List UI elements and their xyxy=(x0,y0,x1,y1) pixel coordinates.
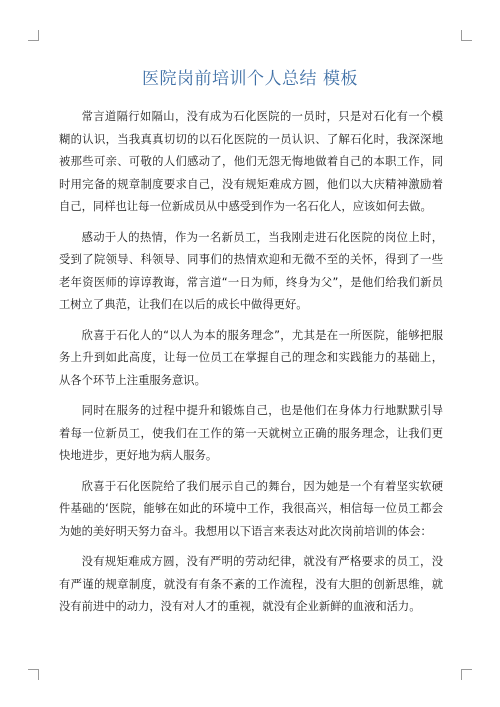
paragraph: 欣喜于石化人的“以人为本的服务理念”，尤其是在一所医院，能够把服务上升到如此高度，让每一位员工在掌握自己的理念和实践能力的基础上，从各个环节上注重服务意识。 xyxy=(59,328,443,387)
document-title: 医院岗前培训个人总结 模板 xyxy=(142,69,358,89)
paragraph: 感动于人的热情，作为一名新员工，当我刚走进石化医院的岗位上时，受到了院领导、科领导、同事们的热情欢迎和无微不至的关怀，得到了一些老年资医师的谆谆教诲，常言道“一日为师，终身为父”，是他们给我们新员工树立了典范，让我们在以后的成长中做得更好。 xyxy=(59,230,443,311)
paragraph: 欣喜于石化医院给了我们展示自己的舞台，因为她是一个有着坚实软硬件基础的‘医院，能够在如此的环境中工作，我很高兴，相信每一位员工都会为她的美好明天努力奋斗。我想用以下语言来表达对此次岗前培训的体会： xyxy=(59,479,443,538)
paragraph: 没有规矩难成方圆，没有严明的劳动纪律，就没有严格要求的员工，没有严谨的规章制度，就没有有条不紊的工作流程，没有大胆的创新思维，就没有前进中的动力，没有对人才的重视，就没有企业新鲜的血液和活力。 xyxy=(59,555,443,613)
paragraph: 同时在服务的过程中提升和锻炼自己，也是他们在身体力行地默默引导着每一位新员工，使我们在工作的第一天就树立正确的服务理念，让我们更快地进步，更好地为病人服务。 xyxy=(59,404,443,462)
paragraph: 常言道隔行如隔山，没有成为石化医院的一员时，只是对石化有一个模糊的认识，当我真真切切的以石化医院的一员认识、了解石化时，我深深地被那些可亲、可敬的人们感动了，他们无怨无悔地做着自己的本职工作，同时用完备的规章制度要求自己，没有规矩难成方圆，他们以大庆精神激励着自己，同样也让每一位新成员从中感受到作为一名石化人，应该如何去做。 xyxy=(59,110,443,213)
document-body xyxy=(59,106,443,627)
